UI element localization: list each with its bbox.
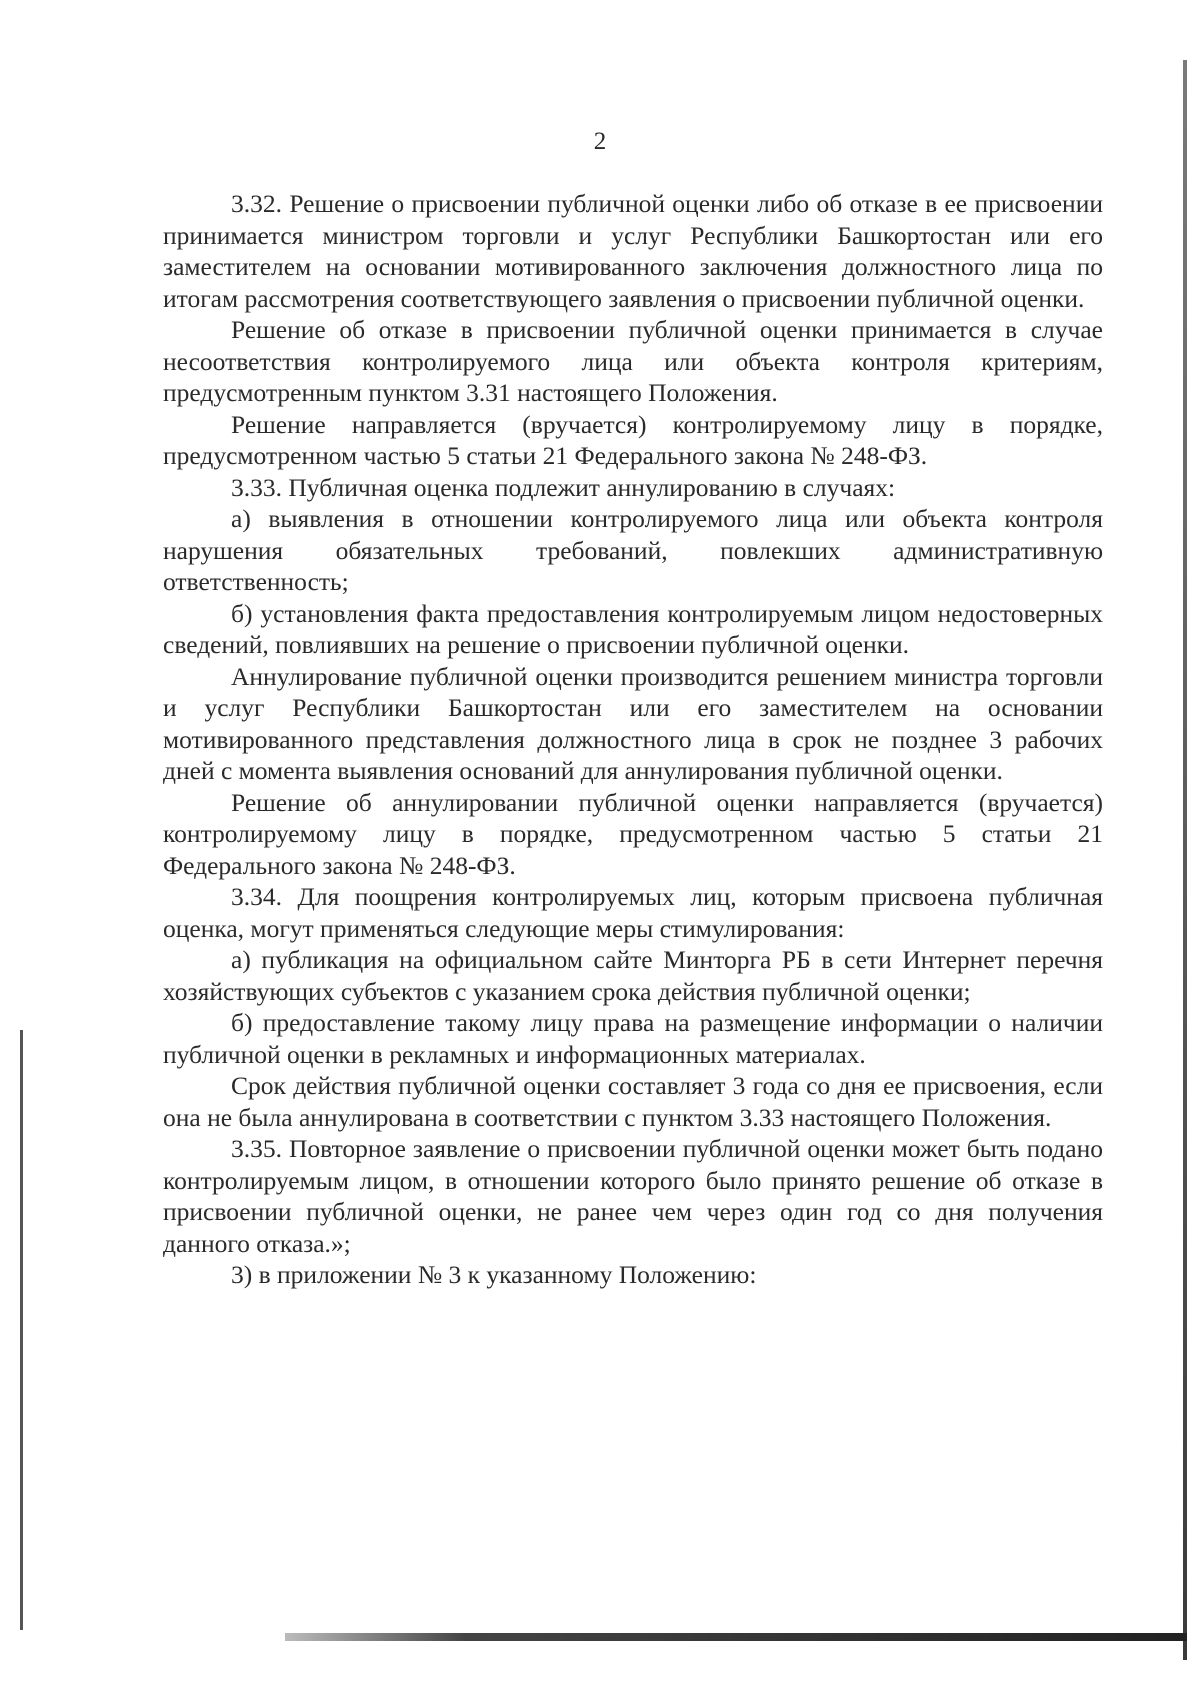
paragraph-validity: Срок действия публичной оценки составляет 3 года со дня ее присвоения, если она не была аннулирована в соответствии с пунктом 3.33 настоящего Положения. xyxy=(163,1071,1103,1132)
paragraph-appendix-3: 3) в приложении № 3 к указанному Положению: xyxy=(231,1260,757,1289)
document-body xyxy=(163,188,1103,1291)
paragraph-3-35: 3.35. Повторное заявление о присвоении публичной оценки может быть подано контролируемым лицом, в отношении которого было принято решение об отказе в присвоении публичной оценки, не ранее чем через один год со дня получения данного отказа.»; xyxy=(163,1134,1103,1258)
paragraph-annulment: Аннулирование публичной оценки производится решением министра торговли и услуг Республики Башкортостан или его заместителем на основании мотивированного представления должностного лица в срок не позднее 3 рабочих дней с момента выявления оснований для аннулирования публичной оценки. xyxy=(163,661,1103,785)
paragraph-3-34-a: а) публикация на официальном сайте Минторга РБ в сети Интернет перечня хозяйствующих субъектов с указанием срока действия публичной оценки; xyxy=(163,945,1103,1006)
paragraph-annulment-delivery: Решение об аннулировании публичной оценки направляется (вручается) контролируемому лицу в порядке, предусмотренном частью 5 статьи 21 Федерального закона № 248-ФЗ. xyxy=(163,787,1103,880)
paragraph-3-33-b: б) установления факта предоставления контролируемым лицом недостоверных сведений, повлиявших на решение о присвоении публичной оценки. xyxy=(163,598,1103,659)
paragraph-3-33: 3.33. Публичная оценка подлежит аннулированию в случаях: xyxy=(231,472,896,502)
paragraph-3-34: 3.34. Для поощрения контролируемых лиц, которым присвоена публичная оценка, могут применяться следующие меры стимулирования: xyxy=(163,882,1103,943)
scan-border-bottom xyxy=(285,1633,1187,1641)
paragraph-refusal: Решение об отказе в присвоении публичной оценки принимается в случае несоответствия контролируемого лица или объекта контроля критериям, предусмотренным пунктом 3.31 настоящего Положения. xyxy=(163,315,1103,407)
page-number: 2 xyxy=(593,128,607,155)
paragraph-3-32: 3.32. Решение о присвоении публичной оценки либо об отказе в ее присвоении принимается министром торговли и услуг Республики Башкортостан или его заместителем на основании мотивированного заключения должностного лица по итогам рассмотрения соответствующего заявления о присвоении публичной оценки. xyxy=(163,189,1103,313)
scan-border-left xyxy=(20,1030,23,1630)
paragraph-3-33-a: а) выявления в отношении контролируемого лица или объекта контроля нарушения обязательных требований, повлекших административную ответственность; xyxy=(163,504,1103,596)
scan-border-right xyxy=(1183,60,1187,1660)
paragraph-decision-delivery: Решение направляется (вручается) контролируемому лицу в порядке, предусмотренном частью 5 статьи 21 Федерального закона № 248-ФЗ. xyxy=(163,409,1103,470)
paragraph-3-34-b: б) предоставление такому лицу права на размещение информации о наличии публичной оценки в рекламных и информационных материалах. xyxy=(163,1008,1103,1069)
